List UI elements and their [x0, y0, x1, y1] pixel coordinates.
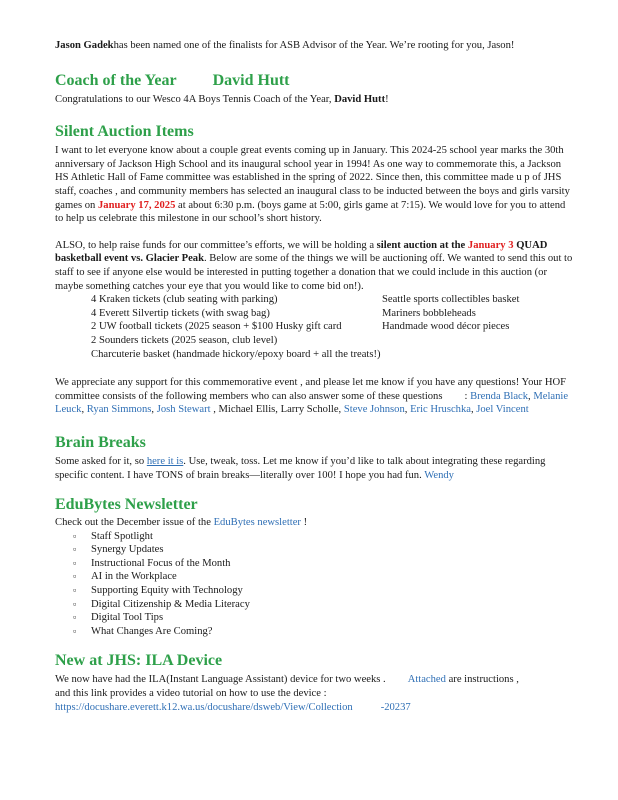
coach-paragraph [55, 93, 575, 107]
auction-paragraph-2 [55, 239, 575, 293]
auction-heading: Silent Auction Items [55, 123, 194, 141]
list-item: Handmade wood décor pieces [382, 321, 510, 333]
member-link[interactable]: Brenda Black [470, 390, 529, 402]
list-item: Mariners bobbleheads [382, 307, 476, 319]
auction-p2-bold: silent auction at the [376, 239, 468, 251]
member-link[interactable]: Melanie Leuck [55, 390, 569, 416]
coach-end: ! [385, 93, 389, 105]
bullet-icon: ▫ [73, 557, 77, 568]
list-item-label: Supporting Equity with Technology [91, 585, 243, 597]
coach-heading-title: Coach of the Year [55, 71, 177, 89]
ila-url-suffix: -20237 [380, 701, 411, 713]
list-item [73, 557, 575, 571]
auction-p2-text-end: . Below are some of the things we will be auctioning off. We wanted to send this out to staff to see if anyone else would be interested in putting together a donation that we could include in this auction (or maybe something catches your eye that you would like to come bid on!). [55, 253, 573, 292]
brain-breaks-link[interactable]: here it is [146, 455, 184, 467]
list-item [73, 570, 575, 584]
members-plain: Michael Ellis, Larry Scholle, [218, 404, 342, 416]
auction-p1-text-end: at about 6:30 p.m. (boys game at 5:00, girls game at 7:15). We would love for you to attend to help us celebrate this milestone in our school’s short history. [55, 199, 566, 225]
bullet-icon: ▫ [73, 598, 77, 609]
list-item-label: AI in the Workplace [91, 571, 177, 583]
bullet-icon: ▫ [73, 530, 77, 541]
edubytes-heading: EduBytes Newsletter [55, 496, 198, 514]
bullet-icon: ▫ [73, 571, 77, 582]
list-item-label: What Changes Are Coming? [91, 625, 213, 637]
bullet-icon: ▫ [73, 612, 77, 623]
list-item-label: Instructional Focus of the Month [91, 557, 231, 569]
list-item-label: Staff Spotlight [91, 530, 153, 542]
ila-url-part: https://docushare.everett.k12.wa.us/docushare/dsweb/View/Collection [55, 701, 353, 713]
brain-text: Some asked for it, so [55, 455, 147, 467]
member-link[interactable]: Ryan Simmons [86, 404, 152, 416]
auction-p3-text: We appreciate any support for this commemorative event , and please let me know if you have any questions! Your HOF committee consists of the following members who can also answer some of these questions [55, 377, 567, 402]
member-link[interactable]: Eric Hruschka [410, 404, 471, 416]
auction-p1-text: I want to let everyone know about a couple great events coming up in January. This 2024-25 school year marks the 30th anniversary of Jackson High School and its inaugural school year in 1994! As one way to commemorate this, a Jackson HS Athletic Hall of Fame committee was established in the spring of 2022. Since then, this committee made u p of JHS staff, coaches , and community members has selected an inaugural class to be inducted between the boys and girls varsity games on [55, 145, 570, 211]
list-item: 4 Everett Silvertip tickets (with swag bag) [91, 307, 270, 319]
asb-paragraph [55, 39, 575, 53]
ila-text: We now have had the ILA(Instant Language Assistant) device for two weeks . [55, 674, 386, 686]
coach-name: David Hutt [334, 93, 386, 105]
auction-items-left [91, 293, 391, 361]
auction-quad-date: January 3 [467, 239, 514, 251]
ila-attached-link[interactable]: Attached [407, 674, 446, 686]
bullet-icon: ▫ [73, 585, 77, 596]
list-item [73, 530, 575, 544]
asb-name: Jason Gadek [55, 40, 114, 51]
coach-text: Congratulations to our Wesco 4A Boys Tennis Coach of the Year, [55, 93, 335, 105]
list-item [73, 543, 575, 557]
edubytes-paragraph [55, 516, 575, 530]
member-link[interactable]: Steve Johnson [343, 404, 405, 416]
auction-p2-text: ALSO, to help raise funds for our committee’s efforts, we will be holding a [55, 239, 377, 251]
ila-heading: New at JHS: ILA Device [55, 652, 223, 670]
auction-event-date: January 17, 2025 [97, 199, 176, 211]
list-item: Seattle sports collectibles basket [382, 294, 520, 306]
coach-heading [55, 71, 575, 91]
list-item [73, 598, 575, 612]
list-item: 2 UW football tickets (2025 season + $100 Husky gift card [91, 321, 342, 333]
list-item [73, 584, 575, 598]
auction-p3-colon: : [464, 390, 471, 402]
edubytes-text: Check out the December issue of the [55, 517, 214, 529]
coach-heading-name: David Hutt [212, 71, 290, 89]
brain-text-end: . Use, tweak, toss. Let me know if you’d like to talk about integrating these regarding specific content. I have TONS of brain breaks—literally over 100! I hope you had fun. [55, 455, 546, 481]
list-item [73, 625, 575, 639]
list-item-label: Digital Citizenship & Media Literacy [91, 598, 250, 610]
edubytes-list [55, 530, 575, 639]
brain-heading: Brain Breaks [55, 433, 146, 451]
ila-text-end: and this link provides a video tutorial on how to use the device : [55, 688, 327, 700]
list-item: 2 Sounders tickets (2025 season, club level) [91, 334, 278, 346]
ila-video-link[interactable] [55, 702, 411, 713]
member-link[interactable]: Josh Stewart [156, 404, 211, 416]
ila-paragraph [55, 673, 575, 714]
list-item [73, 611, 575, 625]
newsletter-page [55, 30, 575, 714]
edubytes-newsletter-link[interactable]: EduBytes newsletter [213, 517, 301, 529]
brain-paragraph [55, 455, 575, 482]
list-item: Charcuterie basket (handmade hickory/epoxy board + all the treats!) [91, 348, 381, 360]
auction-items [55, 293, 575, 363]
brain-signer: Wendy [424, 469, 454, 481]
list-item: 4 Kraken tickets (club seating with parking) [91, 294, 278, 306]
auction-quad-event: QUAD basketball event vs. Glacier Peak [55, 239, 548, 265]
auction-paragraph-1 [55, 144, 575, 226]
asb-text: has been named one of the finalists for ASB Advisor of the Year. We’re rooting for you, Jason! [113, 40, 515, 51]
auction-paragraph-3: We appreciate any support for this commemorative event , and please let me know if you have any questions! Your HOF committee consists of the following members who can also answer some of these questions : Brenda Black, Melanie Leuck, Ryan Simmons, Josh Stewart , Michael Ellis, Larry Scholle, Steve Johnson, Eric Hruschka, Joel Vincent [55, 377, 569, 416]
member-link[interactable]: Joel Vincent [476, 404, 529, 416]
list-item-label: Digital Tool Tips [91, 612, 164, 624]
ila-text-mid: are instructions , [445, 674, 519, 686]
edubytes-text-end: ! [300, 517, 308, 529]
bullet-icon: ▫ [73, 625, 77, 636]
bullet-icon: ▫ [73, 544, 77, 555]
list-item-label: Synergy Updates [91, 544, 164, 556]
auction-items-right [382, 293, 582, 334]
